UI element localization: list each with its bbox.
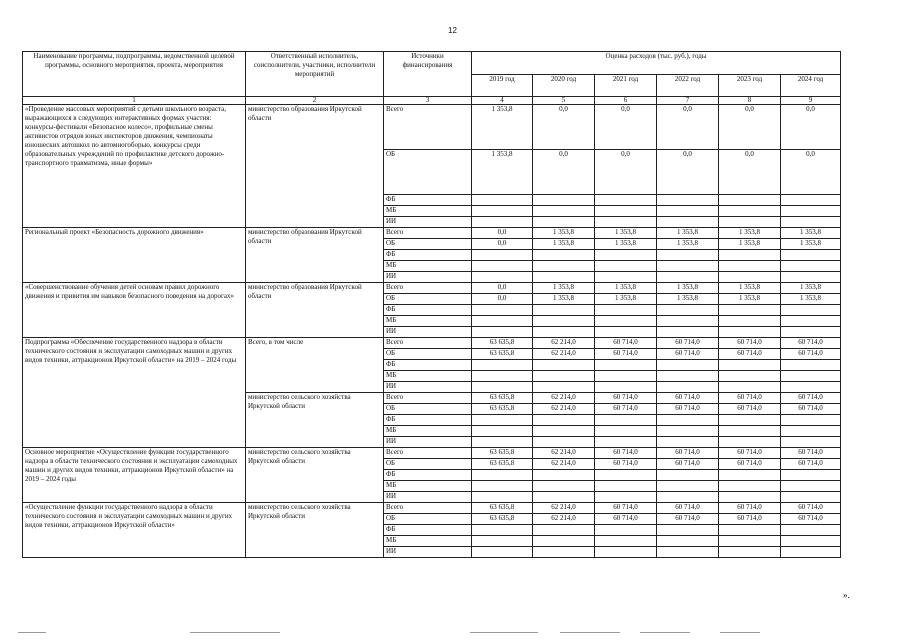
value-cell: 1 353,8 [657,228,719,239]
value-cell: 60 714,0 [781,503,841,514]
value-cell: 1 353,8 [719,283,781,294]
value-cell: 60 714,0 [781,514,841,525]
value-cell: 60 714,0 [657,393,719,404]
header-responsible: Ответственный исполнитель, соисполнители, участники, исполнители мероприятий [246,52,384,97]
value-cell: 1 353,8 [472,150,533,195]
value-cell: 63 635,8 [472,459,533,470]
header-year: 2022 год [657,75,719,97]
value-cell: 60 714,0 [595,338,657,349]
value-cell: 63 635,8 [472,503,533,514]
column-number: 3 [384,97,472,105]
value-cell: 63 635,8 [472,448,533,459]
header-year: 2021 год [595,75,657,97]
value-cell: 60 714,0 [595,448,657,459]
value-cell: 0,0 [657,150,719,195]
value-cell: 60 714,0 [781,459,841,470]
subprogram-name: Подпрограмма «Обеспечение государственного надзора в области технического состояния и эксплуатации самоходных машин и других видов техники, аттракционов Иркутской области» на 2019 – 2024 годы [23,338,246,448]
column-number: 9 [781,97,841,105]
value-cell: 60 714,0 [719,514,781,525]
value-cell: 0,0 [533,150,595,195]
value-cell: 1 353,8 [533,283,595,294]
value-cell: 60 714,0 [719,459,781,470]
source-label: Всего [384,448,472,459]
value-cell: 63 635,8 [472,338,533,349]
value-cell: 63 635,8 [472,393,533,404]
value-cell: 1 353,8 [781,239,841,250]
table-row [23,338,841,349]
scan-edge-line [720,632,760,633]
page-number: 12 [448,26,457,35]
program-name: Основное мероприятие «Осуществление функции государственного надзора в области технического состояния и эксплуатации самоходных машин и других видов техники, аттракционов Иркутской области» на 2019 – 2024 годы [23,448,246,503]
value-cell: 60 714,0 [719,393,781,404]
value-cell: 60 714,0 [595,503,657,514]
column-number: 5 [533,97,595,105]
value-cell: 60 714,0 [657,349,719,360]
scan-edge-line [18,632,46,633]
column-number: 7 [657,97,719,105]
closing-quote-mark: ». [843,590,850,600]
program-name: «Проведение массовых мероприятий с детьми школьного возраста, выражающихся в следующих интерактивных формах участия: конкурсы-фестивали «Безопасное колесо», профильные смены активистов отрядов юных инспекторов движения, чемпионаты юношеских автошкол по автомногоборью, конкурсы среди образовательных учреждений по профилактике детского дорожно-транспортного травматизма, иные формы» [23,105,246,228]
value-cell: 1 353,8 [533,294,595,305]
value-cell: 62 214,0 [533,404,595,415]
scan-edge-line [470,632,538,633]
value-cell: 1 353,8 [781,294,841,305]
value-cell: 1 353,8 [657,239,719,250]
value-cell: 1 353,8 [595,283,657,294]
header-year: 2023 год [719,75,781,97]
responsible-executor: министерство сельского хозяйства Иркутской области [246,448,384,503]
value-cell: 60 714,0 [657,514,719,525]
header-costs: Оценка расходов (тыс. руб.), годы [472,52,841,75]
value-cell: 0,0 [595,105,657,150]
value-cell: 60 714,0 [781,349,841,360]
value-cell: 63 635,8 [472,404,533,415]
value-cell: 60 714,0 [781,338,841,349]
table-row [23,503,841,514]
table-row [23,105,841,150]
value-cell: 0,0 [719,150,781,195]
responsible-executor: министерство сельского хозяйства Иркутской области [246,503,384,558]
value-cell: 60 714,0 [781,448,841,459]
value-cell: 63 635,8 [472,349,533,360]
value-cell: 1 353,8 [657,283,719,294]
source-label: ОБ [384,459,472,470]
value-cell: 0,0 [472,294,533,305]
source-label: ФБ [384,305,472,316]
source-label: Всего [384,503,472,514]
responsible-executor: министерство образования Иркутской области [246,283,384,338]
source-label: ФБ [384,250,472,261]
source-label: ИИ [384,217,472,228]
source-label: МБ [384,481,472,492]
value-cell: 0,0 [595,150,657,195]
value-cell: 60 714,0 [595,459,657,470]
header-year: 2020 год [533,75,595,97]
value-cell: 0,0 [657,105,719,150]
source-label: Всего [384,338,472,349]
value-cell: 60 714,0 [719,404,781,415]
source-label: Всего [384,393,472,404]
value-cell: 60 714,0 [595,404,657,415]
value-cell: 1 353,8 [472,105,533,150]
value-cell: 1 353,8 [595,239,657,250]
responsible-executor: Всего, в том числе [246,338,384,393]
value-cell: 63 635,8 [472,514,533,525]
header-name: Наименование программы, подпрограммы, ведомственной целевой программы, основного мероприятия, проекта, мероприятия [23,52,246,97]
responsible-executor: министерство сельского хозяйства Иркутской области [246,393,384,448]
table-row [23,283,841,294]
program-name: «Осуществление функции государственного надзора в области технического состояния и эксплуатации самоходных машин и других видов техники, аттракционов Иркутской области» [23,503,246,558]
value-cell: 0,0 [781,105,841,150]
value-cell: 60 714,0 [657,404,719,415]
value-cell: 1 353,8 [533,228,595,239]
value-cell: 1 353,8 [533,239,595,250]
value-cell: 60 714,0 [595,393,657,404]
value-cell: 60 714,0 [719,448,781,459]
value-cell: 62 214,0 [533,514,595,525]
source-label: МБ [384,261,472,272]
source-label: ОБ [384,514,472,525]
scan-edge-line [190,632,280,633]
responsible-executor: министерство образования Иркутской области [246,105,384,228]
value-cell: 0,0 [472,228,533,239]
value-cell: 60 714,0 [719,338,781,349]
responsible-executor: министерство образования Иркутской области [246,228,384,283]
budget-table [22,51,841,558]
column-number: 1 [23,97,246,105]
source-label: ИИ [384,327,472,338]
value-cell: 0,0 [533,105,595,150]
value-cell: 62 214,0 [533,349,595,360]
scan-edge-line [560,632,620,633]
value-cell: 1 353,8 [719,294,781,305]
value-cell: 60 714,0 [657,503,719,514]
source-label: ОБ [384,349,472,360]
source-label: ИИ [384,547,472,558]
source-label: МБ [384,371,472,382]
program-name: «Совершенствование обучения детей основам правил дорожного движения и привития им навыков безопасного поведения на дорогах» [23,283,246,338]
value-cell: 1 353,8 [781,283,841,294]
source-label: ФБ [384,415,472,426]
column-number: 8 [719,97,781,105]
value-cell: 0,0 [472,283,533,294]
program-name: Региональный проект «Безопасность дорожного движения» [23,228,246,283]
value-cell: 60 714,0 [781,393,841,404]
header-year: 2019 год [472,75,533,97]
value-cell: 60 714,0 [719,349,781,360]
source-label: МБ [384,316,472,327]
source-label: ФБ [384,525,472,536]
column-number: 4 [472,97,533,105]
source-label: ИИ [384,272,472,283]
value-cell: 1 353,8 [719,228,781,239]
value-cell: 0,0 [719,105,781,150]
source-label: Всего [384,228,472,239]
header-source: Источники финансирования [384,52,472,97]
value-cell: 62 214,0 [533,393,595,404]
table-row [23,228,841,239]
source-label: ИИ [384,492,472,503]
value-cell: 60 714,0 [595,514,657,525]
value-cell: 1 353,8 [595,228,657,239]
column-number: 6 [595,97,657,105]
source-label: ФБ [384,360,472,371]
source-label: ОБ [384,150,472,195]
source-label: ФБ [384,195,472,206]
source-label: МБ [384,426,472,437]
value-cell: 60 714,0 [657,448,719,459]
value-cell: 1 353,8 [657,294,719,305]
value-cell: 1 353,8 [781,228,841,239]
value-cell: 60 714,0 [595,349,657,360]
source-label: Всего [384,283,472,294]
value-cell: 60 714,0 [719,503,781,514]
source-label: ОБ [384,239,472,250]
value-cell: 1 353,8 [719,239,781,250]
source-label: МБ [384,536,472,547]
source-label: ИИ [384,382,472,393]
table-row [23,448,841,459]
value-cell: 60 714,0 [781,404,841,415]
value-cell: 62 214,0 [533,459,595,470]
source-label: ФБ [384,470,472,481]
header-year: 2024 год [781,75,841,97]
value-cell: 0,0 [472,239,533,250]
source-label: Всего [384,105,472,150]
value-cell: 60 714,0 [657,459,719,470]
value-cell: 62 214,0 [533,338,595,349]
source-label: МБ [384,206,472,217]
value-cell: 0,0 [781,150,841,195]
scan-edge-line [640,632,690,633]
column-number: 2 [246,97,384,105]
source-label: ИИ [384,437,472,448]
source-label: ОБ [384,294,472,305]
value-cell: 1 353,8 [595,294,657,305]
source-label: ОБ [384,404,472,415]
value-cell: 60 714,0 [657,338,719,349]
value-cell: 62 214,0 [533,503,595,514]
value-cell: 62 214,0 [533,448,595,459]
